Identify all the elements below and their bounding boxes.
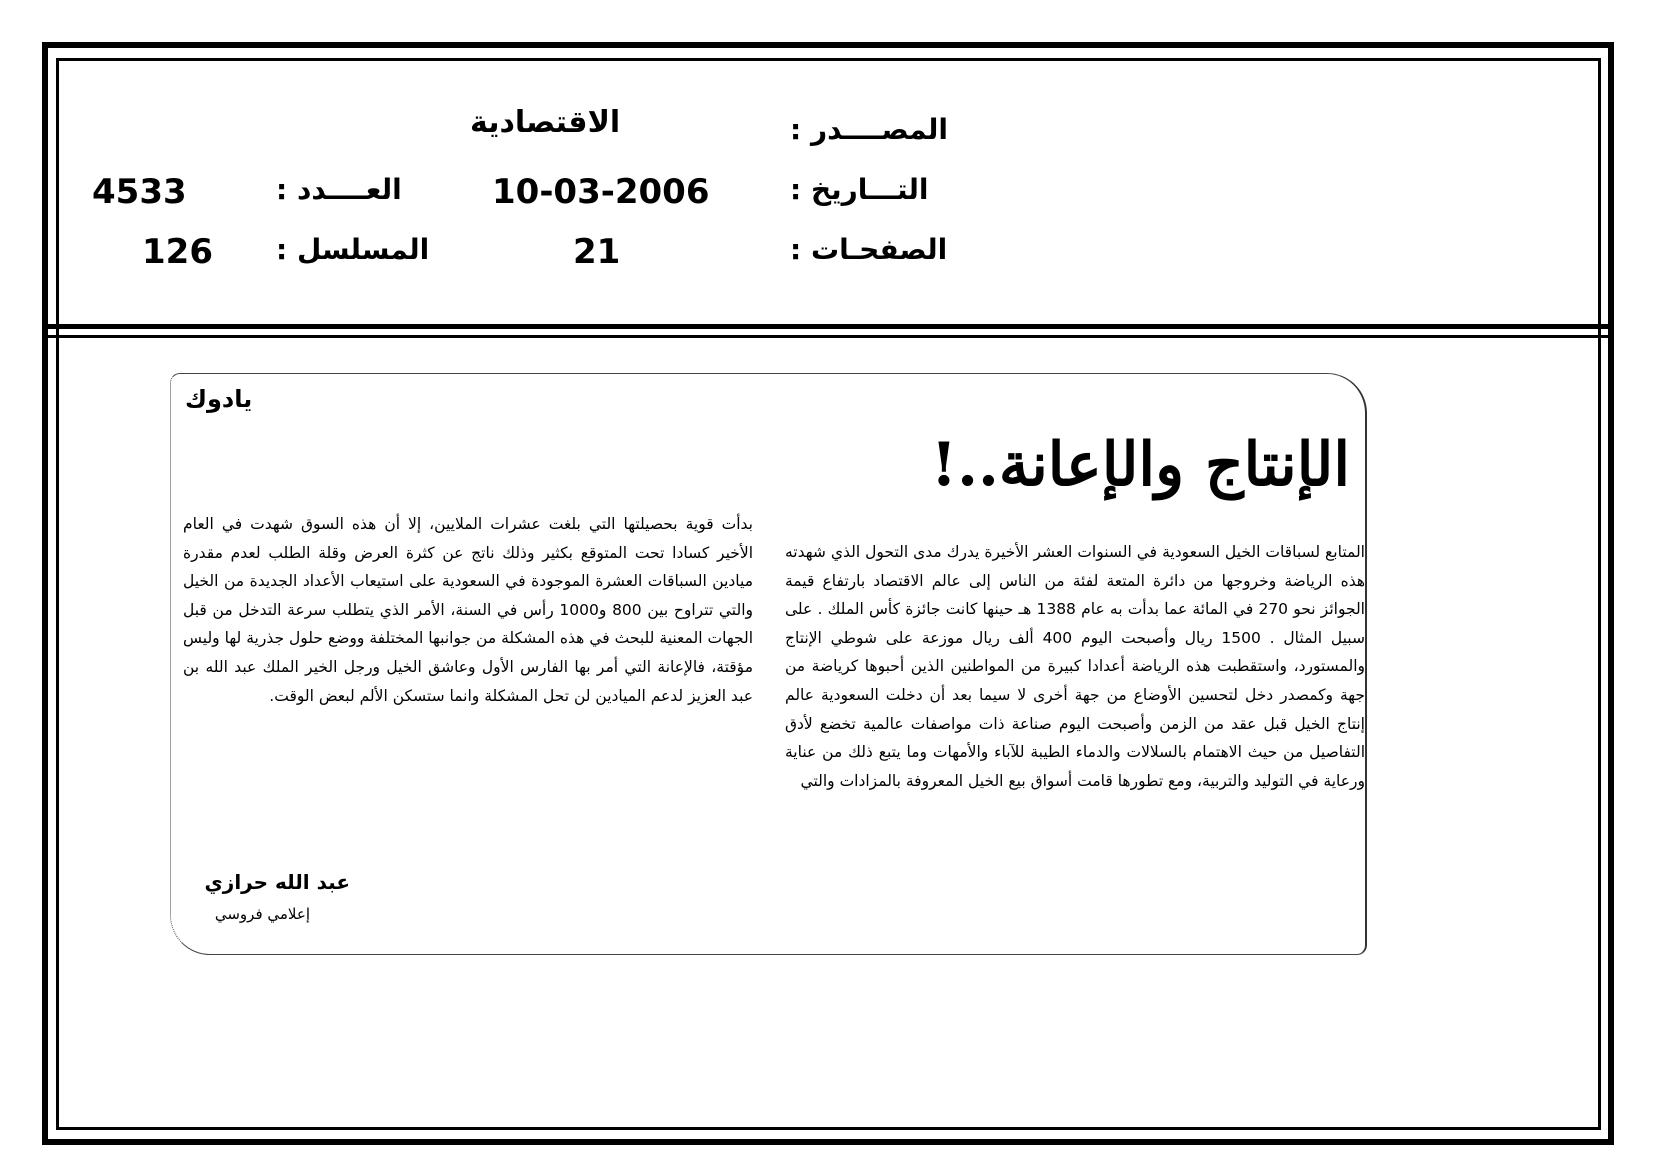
pages-label: الصفحـات :: [790, 233, 948, 266]
column-name: يادوك: [185, 385, 253, 413]
source-label: المصــــدر :: [790, 113, 948, 146]
pages-value: 21: [573, 232, 621, 272]
date-label: التـــاريخ :: [790, 173, 929, 206]
author-name: عبد الله حرازي: [204, 870, 350, 894]
author-title: إعلامي فروسي: [214, 905, 310, 923]
source-value: الاقتصادية: [470, 105, 621, 140]
date-value: 10-03-2006: [492, 172, 710, 212]
serial-value: 126: [142, 232, 213, 272]
header-divider: [42, 324, 1614, 329]
article-column-left: بدأت قوية بحصيلتها التي بلغت عشرات الملايين، إلا أن هذه السوق شهدت في العام الأخير كسادا تحت المتوقع بكثير وذلك ناتج عن كثرة العرض وقلة الطلب لعدم مقدرة ميادين السباقات العشرة الموجودة في السعودية على استيعاب الأعداد الجديدة من الخيل والتي تتراوح بين 800 و1000 رأس في السنة، الأمر الذي يتطلب سرعة التدخل من قبل الجهات المعنية للبحث في هذه المشكلة من جوانبها المختلفة ووضع حلول جذرية لها وليس مؤقتة، فالإعانة التي أمر بها الفارس الأول وعاشق الخيل ورجل الخير الملك عبد الله بن عبد العزيز لدعم الميادين لن تحل المشكلة وانما ستسكن الألم لبعض الوقت.: [183, 515, 753, 705]
serial-label: المسلسل :: [276, 233, 430, 266]
article-column-right: المتابع لسباقات الخيل السعودية في السنوات العشر الأخيرة يدرك مدى التحول الذي شهدته هذه الرياضة وخروجها من دائرة المتعة لفئة من الناس إلى عالم الاقتصاد بارتفاع قيمة الجوائز نحو 270 في المائة عما بدأت به عام 1388 هـ حينها كانت جائزة كأس الملك . على سبيل المثال . 1500 ريال وأصبحت اليوم 400 ألف ريال موزعة على شوطي الإنتاج والمستورد، واستقطبت هذه الرياضة أعدادا كبيرة من المواطنين الذين أحبوها كرياضة من جهة وكمصدر دخل لتحسين الأوضاع من جهة أخرى لا سيما بعد أن دخلت السعودية عالم إنتاج الخيل قبل عقد من الزمن وأصبحت اليوم صناعة ذات مواصفات عالمية تخضع لأدق التفاصيل من حيث الاهتمام بالسلالات والدماء الطيبة للآباء والأمهات وما يتبع ذلك من عناية ورعاية في التوليد والتربية، ومع تطورها قامت أسواق بيع الخيل المعروفة بالمزادات والتي: [785, 543, 1365, 790]
header-divider-inner: [42, 335, 1614, 338]
issue-label: العــــدد :: [276, 173, 402, 206]
issue-value: 4533: [92, 172, 187, 212]
article-headline: الإنتاج والإعانة..!: [930, 430, 1350, 500]
